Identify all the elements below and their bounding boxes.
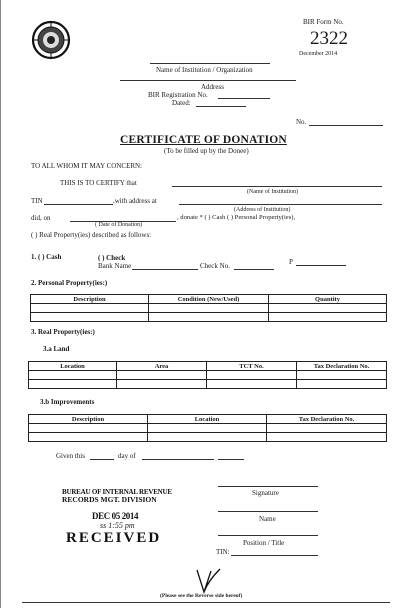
date-donation-label: ( Date of Donation) bbox=[95, 222, 143, 228]
given-month-field[interactable] bbox=[142, 459, 214, 460]
bir-reg-label: BIR Registration No. bbox=[148, 91, 208, 99]
no-field[interactable] bbox=[309, 125, 383, 126]
col-description: Description bbox=[31, 295, 149, 304]
address-institution-label: (Address of Institution) bbox=[234, 207, 291, 213]
institution-address-field[interactable] bbox=[179, 204, 382, 205]
stamp-handwritten-time: ss 1:55 pm bbox=[100, 521, 135, 530]
check-no-field[interactable] bbox=[234, 269, 274, 270]
land-table bbox=[28, 361, 387, 389]
name-institution-label: (Name of Institution) bbox=[247, 189, 298, 195]
stamp-date: DEC 05 2014 bbox=[92, 511, 139, 521]
certify-text: THIS IS TO CERTIFY that bbox=[60, 179, 137, 187]
bir-seal-logo bbox=[31, 20, 71, 60]
improvements-table bbox=[28, 414, 387, 442]
bottom-rule bbox=[22, 602, 390, 603]
institution-line bbox=[150, 63, 270, 64]
col-tax-declaration: Tax Declaration No. bbox=[267, 415, 387, 424]
table-row[interactable] bbox=[31, 313, 387, 322]
land-heading: 3.a Land bbox=[43, 345, 70, 353]
table-header-row bbox=[29, 362, 387, 371]
real-property-heading: 3. Real Property(ies:) bbox=[31, 328, 95, 336]
table-row[interactable] bbox=[29, 424, 387, 433]
reverse-side-note: (Please see the Reverse side hereof) bbox=[160, 593, 243, 599]
amount-p-label: P bbox=[289, 258, 293, 266]
scan-edge-left bbox=[0, 0, 1, 608]
col-location: Location bbox=[148, 415, 267, 424]
given-day-field[interactable] bbox=[90, 459, 114, 460]
cash-option[interactable]: 1. ( ) Cash bbox=[31, 253, 62, 261]
col-description: Description bbox=[29, 415, 148, 424]
table-header-row bbox=[31, 295, 387, 304]
with-address-label: ,with address at bbox=[113, 197, 157, 205]
col-location: Location bbox=[29, 362, 117, 371]
document-title: CERTIFICATE OF DONATION bbox=[120, 134, 287, 146]
bank-name-field[interactable] bbox=[132, 269, 198, 270]
check-no-label: Check No. bbox=[200, 262, 230, 270]
stamp-division: RECORDS MGT. DIVISION bbox=[62, 495, 157, 504]
tin-field[interactable] bbox=[44, 204, 113, 205]
table-row[interactable] bbox=[29, 380, 387, 389]
form-date: December 2014 bbox=[299, 51, 338, 57]
form-number: 2322 bbox=[310, 28, 348, 49]
given-this-label: Given this bbox=[56, 452, 85, 460]
real-property-option[interactable]: ( ) Real Property(ies) described as follows: bbox=[31, 231, 152, 239]
position-label: Position / Title bbox=[243, 539, 285, 547]
salutation: TO ALL WHOM IT MAY CONCERN: bbox=[31, 162, 143, 170]
form-label: BIR Form No. bbox=[303, 18, 344, 26]
personal-property-table bbox=[30, 294, 387, 322]
col-tax-declaration: Tax Declaration No. bbox=[297, 362, 387, 371]
document-subtitle: (To be filled up by the Donee) bbox=[164, 147, 249, 155]
improvements-heading: 3.b Improvements bbox=[40, 398, 95, 406]
institution-label: Name of Institution / Organization bbox=[156, 66, 253, 74]
tin-footer-field[interactable] bbox=[231, 555, 318, 556]
did-on-label: did, on bbox=[31, 214, 51, 222]
address-label: Address bbox=[201, 83, 224, 91]
dated-field[interactable] bbox=[196, 106, 246, 107]
personal-property-heading: 2. Personal Property(ies:) bbox=[31, 279, 108, 287]
given-year-field[interactable] bbox=[218, 459, 244, 460]
table-row[interactable] bbox=[31, 304, 387, 313]
bank-name-label: Bank Name bbox=[98, 262, 132, 270]
name-line[interactable] bbox=[218, 511, 318, 512]
day-of-label: day of bbox=[118, 452, 136, 460]
stamp-received: RECEIVED bbox=[66, 530, 162, 546]
col-quantity: Quantity bbox=[269, 295, 387, 304]
tin-footer-label: TIN: bbox=[216, 548, 230, 556]
table-row[interactable] bbox=[29, 371, 387, 380]
col-condition: Condition (New/Used) bbox=[149, 295, 269, 304]
tin-label: TIN bbox=[31, 197, 43, 205]
check-option[interactable]: ( ) Check bbox=[98, 254, 126, 262]
position-line[interactable] bbox=[218, 535, 318, 536]
institution-name-field[interactable] bbox=[172, 186, 382, 187]
table-row[interactable] bbox=[29, 433, 387, 442]
table-header-row bbox=[29, 415, 387, 424]
col-area: Area bbox=[117, 362, 207, 371]
name-label: Name bbox=[259, 515, 276, 523]
signature-label: Signature bbox=[252, 489, 279, 497]
stamp-bureau: BUREAU OF INTERNAL REVENUE bbox=[62, 488, 172, 496]
bir-reg-field[interactable] bbox=[218, 98, 270, 99]
donate-options[interactable]: , donate * ( ) Cash ( ) Personal Property(ies), bbox=[177, 214, 296, 221]
col-tct-no: TCT No. bbox=[207, 362, 297, 371]
no-label: No. bbox=[296, 118, 307, 126]
dated-label: Dated: bbox=[172, 99, 191, 107]
handwritten-signature bbox=[194, 566, 222, 596]
address-line bbox=[120, 80, 296, 81]
amount-field[interactable] bbox=[296, 265, 346, 266]
signature-line[interactable] bbox=[218, 486, 318, 487]
